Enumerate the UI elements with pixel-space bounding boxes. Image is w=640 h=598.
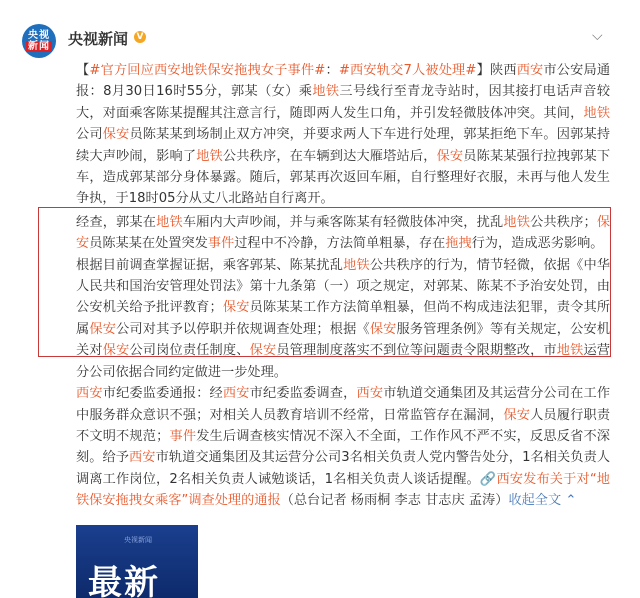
text-span: 员陈某某到场制止双方冲突，并要求两人下车进行处理，郭某拒绝下车。因郭某持续大声吵闹，影响了 <box>76 127 611 164</box>
text-span: ： <box>325 63 339 78</box>
text-span: 】陕西 <box>476 63 517 78</box>
keyword-highlight: 地铁 <box>343 257 370 273</box>
keyword-highlight: 西安 <box>76 386 103 402</box>
text-span: 市纪委监委调查， <box>249 386 357 402</box>
text-span: 员管理制度落实不到位等问题责令限期整改，市 <box>276 343 557 359</box>
thumbnail-small-text: 央视新闻 <box>124 536 152 544</box>
keyword-highlight: 保安 <box>503 407 531 423</box>
text-span: 公共秩序； <box>530 214 597 230</box>
text-span: 运营分公司依据合同约定做进一步处理。 <box>76 343 611 380</box>
collapse-button[interactable]: 收起全文 ⌃ <box>508 493 577 509</box>
keyword-highlight: 地铁 <box>312 84 340 100</box>
keyword-highlight: 保安 <box>249 343 277 359</box>
keyword-highlight: 拖拽 <box>445 236 472 252</box>
text-span: 过程中不冷静，方法简单粗暴，存在 <box>234 236 446 252</box>
keyword-highlight: 保安 <box>436 148 464 164</box>
chevron-down-icon[interactable]: ⌵ <box>592 28 603 44</box>
text-span: 公司对其予以停职并依规调查处理；根据《 <box>116 321 370 337</box>
text-span: 市轨道交通集团及其运营分公司3名相关负责人党内警告处分，1名相关负责人调离工作岗位，2名相关负责人诫勉谈话，1名相关负责人谈话提醒。 <box>76 450 611 487</box>
post-paragraph-3 <box>76 255 610 383</box>
text-span: 员陈某某工作方法简单粗暴，但尚不构成违法犯罪，责令其所属 <box>76 300 611 337</box>
keyword-highlight: 西安 <box>129 450 156 466</box>
account-name[interactable]: 央视新闻 <box>68 30 129 48</box>
keyword-highlight: 事件 <box>169 428 197 444</box>
keyword-highlight: 西安 <box>516 63 544 78</box>
keyword-highlight: 地铁 <box>503 214 531 230</box>
keyword-highlight: 地铁 <box>156 214 183 230</box>
text-span: 发生后调查核实情况不深入不全面，工作作风不严不实，反思反省不深刻。给予 <box>76 428 610 466</box>
thumbnail-title: 最新 <box>88 563 160 598</box>
text-span: （总台记者 杨雨桐 李志 甘志庆 孟涛） <box>280 493 509 509</box>
avatar-line2: 新闻 <box>28 41 50 52</box>
text-span: 行为，造成恶劣影响。 <box>471 236 604 252</box>
text-span: 公司岗位责任制度、 <box>129 343 250 359</box>
post-body <box>76 60 610 512</box>
text-span: 【 <box>76 63 90 78</box>
text-span: 车厢内大声吵闹，并与乘客陈某有轻微肢体冲突，扰乱 <box>182 214 504 230</box>
keyword-highlight: 西安 <box>356 386 384 402</box>
keyword-highlight: 保安 <box>89 321 117 337</box>
keyword-highlight: 保安 <box>222 300 250 316</box>
avatar[interactable] <box>22 24 56 58</box>
text-span: 市公安局通报：8月30日16时55分，郭某（女）乘 <box>76 63 611 100</box>
keyword-highlight: 地铁 <box>556 343 584 359</box>
text-span: 市纪委监委通报：经 <box>102 386 223 402</box>
keyword-highlight: 保安 <box>102 343 130 359</box>
post-paragraph-4 <box>76 383 610 511</box>
keyword-highlight: 事件 <box>207 236 235 252</box>
text-span: 人员履行职责不文明不规范； <box>76 407 611 444</box>
text-span: 员陈某某强行拉拽郭某下车，造成郭某部分身体暴露。随后，郭某再次返回车厢，自行整理好衣服，未再与他人发生争执，于18时05分从丈八北路站自行离开。 <box>76 148 611 207</box>
verified-badge-icon: V <box>134 31 146 43</box>
keyword-highlight: 地铁 <box>196 148 223 164</box>
hashtag-link[interactable]: #官方回应西安地铁保安拖拽女子事件# <box>89 63 326 78</box>
avatar-line1: 央视 <box>28 30 50 41</box>
post-paragraph-1 <box>76 60 610 210</box>
hashtag-link[interactable]: #西安轨交7人被处理# <box>338 63 477 78</box>
text-span: 根据目前调查掌握证据，乘客郭某、陈某扰乱 <box>76 257 344 273</box>
text-span: 公司 <box>76 127 103 143</box>
text-span: 服务管理条例》等有关规定，公安机关对 <box>76 321 611 359</box>
keyword-highlight: 保安 <box>76 214 611 252</box>
article-link[interactable]: 🔗西安发布关于对“地铁保安拖拽女乘客”调查处理的通报 <box>76 471 610 509</box>
text-span: 员陈某某在处置突发 <box>89 236 208 252</box>
text-span: 三号线行至青龙寺站时，因其接打电话声音较大，对面乘客陈某提醒其注意言行，随即两人发生口角，并引发轻微肢体冲突。其间， <box>76 84 611 121</box>
text-span: 公共秩序的行为，情节轻微，依据《中华人民共和国治安管理处罚法》第十九条第（一）项之规定，对郭某、陈某不予治安处罚，由公安机关给予批评教育； <box>76 257 611 316</box>
keyword-highlight: 西安 <box>222 386 250 402</box>
keyword-highlight: 保安 <box>369 321 397 337</box>
video-thumbnail[interactable] <box>76 525 198 598</box>
text-span: 经查，郭某在 <box>76 214 157 230</box>
keyword-highlight: 地铁 <box>583 105 611 121</box>
post-paragraph-2 <box>76 212 610 255</box>
text-span: 公共秩序，在车辆到达大雁塔站后， <box>222 148 437 164</box>
text-span: 市轨道交通集团及其运营分公司在工作中服务群众意识不强；对相关人员教育培训不经常，日常监管存在漏洞， <box>76 386 611 423</box>
keyword-highlight: 保安 <box>102 127 130 143</box>
